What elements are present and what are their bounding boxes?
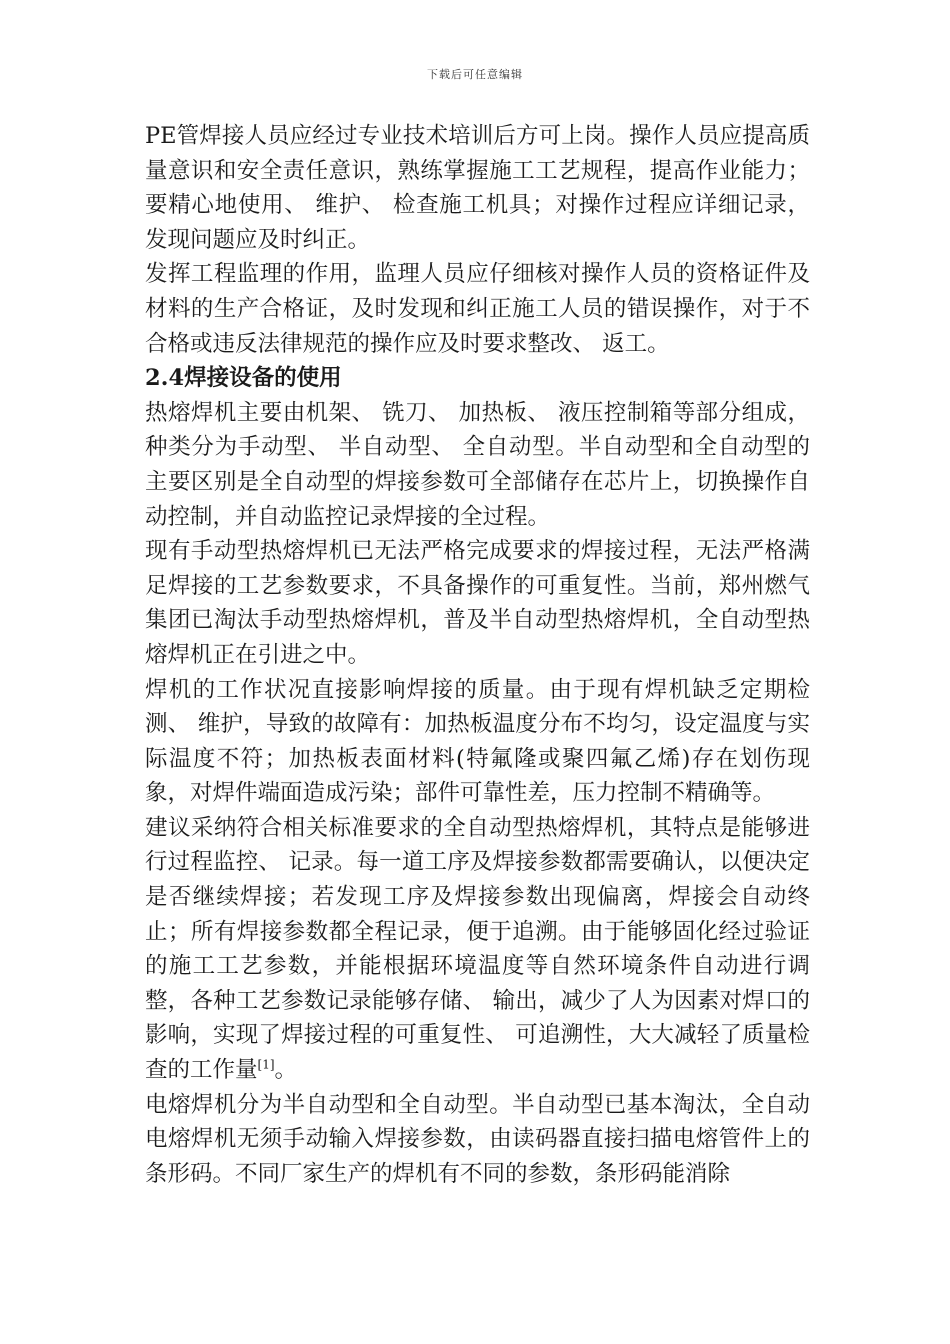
paragraph-electrofusion: 电熔焊机分为半自动型和全自动型。半自动型已基本淘汰，全自动电熔焊机无须手动输入焊接参数，由读码器直接扫描电熔管件上的条形码。不同厂家生产的焊机有不同的参数，条形码能消除 — [145, 1091, 810, 1187]
paragraph-supervision: 发挥工程监理的作用，监理人员应仔细核对操作人员的资格证件及材料的生产合格证，及时发现和纠正施工人员的错误操作，对于不合格或违反法律规范的操作应及时要求整改、 返工。 — [145, 261, 810, 357]
paragraph-welder-training: PE管焊接人员应经过专业技术培训后方可上岗。操作人员应提高质量意识和安全责任意识，熟练掌握施工工艺规程，提高作业能力；要精心地使用、 维护、 检查施工机具；对操作过程应详细记录，发现问题应及时纠正。 — [145, 123, 810, 253]
paragraph-recommendation-tail: 。 — [274, 1057, 298, 1084]
paragraph-hot-melt-welder: 热熔焊机主要由机架、 铣刀、 加热板、 液压控制箱等部分组成，种类分为手动型、 半自动型、 全自动型。半自动型和全自动型的主要区别是全自动型的焊接参数可全部储存在芯片上，切换操作自动控制，并自动监控记录焊接的全过程。 — [145, 399, 810, 530]
document-body — [145, 119, 810, 1191]
paragraph-recommendation-text: 建议采纳符合相关标准要求的全自动型热熔焊机，其特点是能够进行过程监控、 记录。每一道工序及焊接参数都需要确认，以便决定是否继续焊接；若发现工序及焊接参数出现偏离，焊接会自动终止；所有焊接参数都全程记录，便于追溯。由于能够固化经过验证的施工工艺参数，并能根据环境温度等自然环境条件自动进行调整，各种工艺参数记录能够存储、 输出，减少了人为因素对焊口的影响，实现了焊接过程的可重复性、 可追溯性，大大减轻了质量检查的工作量 — [145, 814, 810, 1084]
section-heading-2-4: 2.4焊接设备的使用 — [145, 365, 342, 392]
paragraph-manual-welder: 现有手动型热熔焊机已无法严格完成要求的焊接过程，无法严格满足焊接的工艺参数要求，不具备操作的可重复性。当前，郑州燃气集团已淘汰手动型热熔焊机，普及半自动型热熔焊机，全自动型热熔焊机正在引进之中。 — [145, 538, 810, 668]
citation-reference: [1] — [257, 1057, 275, 1072]
paragraph-welder-condition: 焊机的工作状况直接影响焊接的质量。由于现有焊机缺乏定期检测、 维护，导致的故障有：加热板温度分布不均匀，设定温度与实际温度不符；加热板表面材料(特氟隆或聚四氟乙烯)存在划伤现象，对焊件端面造成污染；部件可靠性差，压力控制不精确等。 — [145, 676, 810, 807]
page-header: 下载后可任意编辑 — [427, 68, 523, 81]
paragraph-recommendation — [145, 811, 810, 1088]
